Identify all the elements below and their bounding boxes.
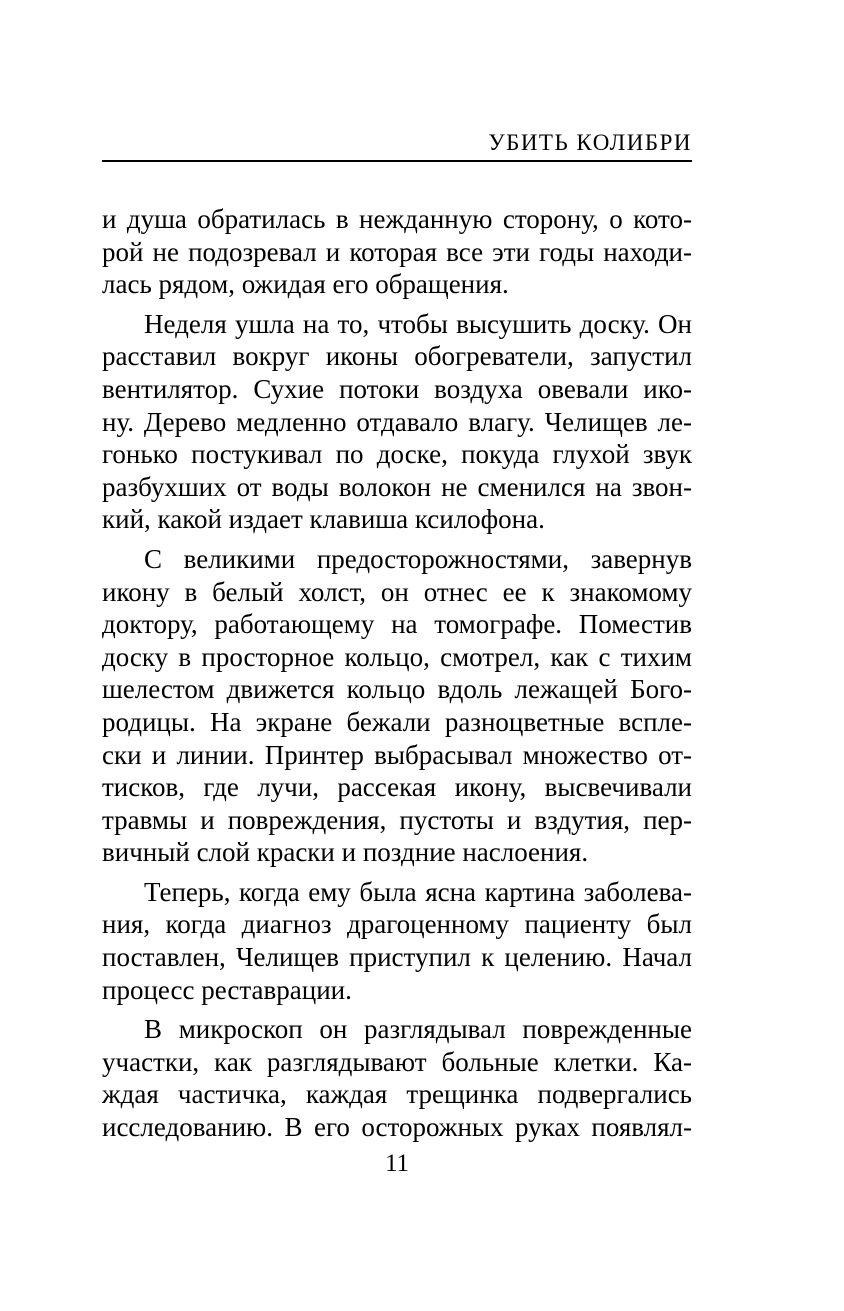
text-line: доктору, работающему на томографе. Поместив	[102, 609, 692, 640]
body-text	[102, 203, 692, 1151]
text-line: и душа обратилась в нежданную сторону, о кото-	[102, 204, 692, 234]
text-line: ждая частичка, каждая трещинка подвергались	[102, 1079, 692, 1110]
text-line: рой не подозревал и которая все эти годы находи-	[102, 236, 692, 267]
text-line: В микроскоп он разглядывал поврежденные	[144, 1014, 692, 1045]
text-line: разбухших от воды волокон не сменился на звон-	[102, 471, 692, 502]
text-line: шелестом движется кольцо вдоль лежащей Бого-	[102, 674, 692, 705]
text-line: ну. Дерево медленно отдавало влагу. Челищев ле-	[102, 406, 692, 437]
paragraph	[102, 1013, 692, 1143]
paragraph	[102, 308, 692, 536]
text-line: участки, как разглядывают больные клетки. Ка-	[102, 1046, 692, 1077]
text-line: вентилятор. Сухие потоки воздуха овевали ико-	[102, 373, 692, 404]
text-line: доску в просторное кольцо, смотрел, как с тихим	[102, 641, 692, 672]
text-line: ски и линии. Принтер выбрасывал множество от-	[102, 739, 692, 770]
text-line: Теперь, когда ему была ясна картина заболева-	[144, 876, 692, 907]
running-head: УБИТЬ КОЛИБРИ	[488, 130, 692, 155]
text-line: исследованию. В его осторожных руках появлял-	[102, 1112, 692, 1143]
text-line: Неделя ушла на то, чтобы высушить доску. Он	[144, 308, 692, 339]
page-number: 11	[384, 1150, 410, 1177]
paragraph	[102, 203, 692, 301]
text-line: расставил вокруг иконы обогреватели, запустил	[102, 341, 692, 372]
text-line: кий, какой издает клавиша ксилофона.	[102, 504, 545, 535]
text-line: лась рядом, ожидая его обращения.	[102, 269, 509, 300]
text-line: гонько постукивал по доске, покуда глухой звук	[102, 439, 692, 470]
paragraph	[102, 543, 692, 869]
text-line: процесс реставрации.	[102, 974, 352, 1005]
text-line: вичный слой краски и поздние наслоения.	[102, 837, 589, 868]
text-line: С великими предосторожностями, завернув	[144, 543, 692, 574]
text-line: родицы. На экране бежали разноцветные всплe-	[102, 706, 692, 737]
text-line: тисков, где лучи, рассекая икону, высвечивали	[102, 772, 692, 803]
header-rule	[102, 160, 692, 162]
text-line: травмы и повреждения, пустоты и вздутия, пер-	[102, 804, 692, 835]
text-line: икону в белый холст, он отнес ее к знакомому	[102, 576, 692, 607]
text-line: ния, когда диагноз драгоценному пациенту был	[102, 909, 692, 940]
paragraph	[102, 876, 692, 1006]
text-line: поставлен, Челищев приступил к целению. Начал	[102, 942, 692, 973]
